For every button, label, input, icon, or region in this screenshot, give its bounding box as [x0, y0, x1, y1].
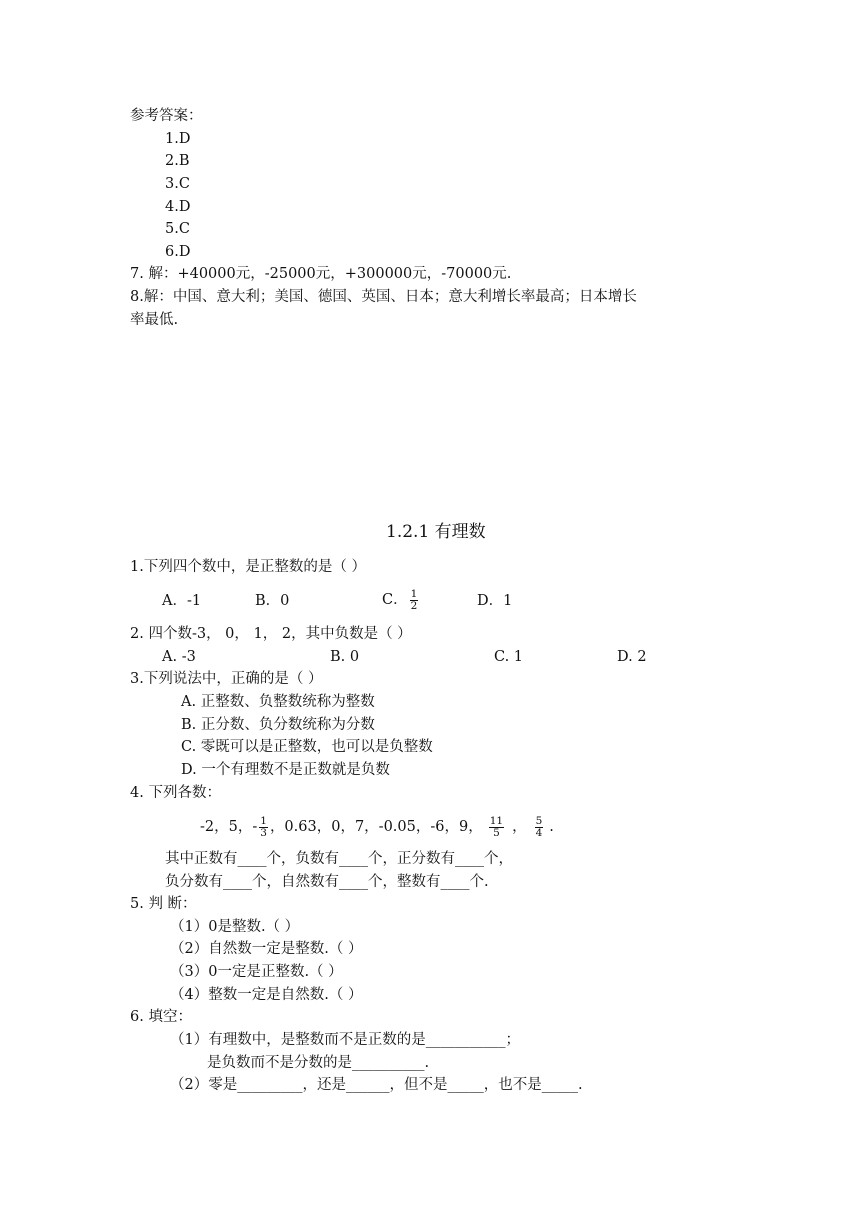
q2-option-b: B. 0 — [330, 649, 360, 665]
q6-stem: 6. 填空： — [130, 1009, 192, 1025]
answer-item: 6.D — [165, 244, 191, 260]
answer-item: 4.D — [165, 199, 191, 215]
answer-item: 5.C — [165, 221, 190, 237]
q4-end: . — [549, 819, 554, 835]
q4-fraction-five-fourths — [535, 816, 544, 839]
q1-option-a: A．-1 — [162, 593, 202, 609]
q3-option-b: B. 正分数、负分数统称为分数 — [181, 717, 375, 733]
answer-q8-line1: 8.解：中国、意大利；美国、德国、英国、日本；意大利增长率最高；日本增长 — [130, 289, 637, 305]
q3-option-a: A. 正整数、负整数统称为整数 — [181, 694, 375, 710]
q1-option-c-fraction — [410, 589, 419, 612]
answer-q8-line2: 率最低. — [130, 312, 179, 328]
section-title: 1.2.1 有理数 — [386, 522, 486, 542]
q2-stem: 2. 四个数-3， 0， 1， 2，其中负数是（ ） — [130, 626, 412, 642]
q4-fraction-one-third — [259, 816, 268, 839]
q6-part1-line2: 是负数而不是分数的是__________. — [207, 1055, 430, 1071]
fraction-numerator: 5 — [535, 814, 543, 827]
q5-stem: 5. 判 断： — [130, 896, 197, 912]
q2-option-d: D. 2 — [617, 649, 647, 665]
q6-part2: （2）零是_________，还是______，但不是_____，也不是_____. — [170, 1077, 583, 1093]
q2-option-c: C. 1 — [494, 649, 524, 665]
q4-separator: ， — [512, 819, 527, 835]
q1-option-d: D．1 — [477, 593, 513, 609]
q5-item: （1）0是整数.（ ） — [170, 919, 300, 935]
q5-item: （3）0一定是正整数.（ ） — [170, 964, 343, 980]
q4-numbers-part2: ，0.63，0，7，-0.05，-6，9， — [269, 819, 483, 835]
q4-number-list — [200, 810, 554, 844]
q3-option-d: D. 一个有理数不是正数就是负数 — [181, 762, 390, 778]
q4-fraction-eleven-fifths — [489, 816, 504, 839]
fraction-denominator: 4 — [535, 826, 543, 839]
answer-item: 1.D — [165, 131, 191, 147]
fraction-denominator: 3 — [260, 826, 267, 839]
q3-stem: 3.下列说法中，正确的是（ ） — [130, 671, 323, 687]
answer-item: 2.B — [165, 153, 190, 169]
q4-fill-line2: 负分数有____个，自然数有____个，整数有____个. — [165, 874, 489, 890]
q1-option-b: B．0 — [255, 593, 290, 609]
q5-item: （2）自然数一定是整数.（ ） — [170, 941, 363, 957]
fraction-denominator: 5 — [493, 826, 500, 839]
q3-option-c: C. 零既可以是正整数，也可以是负整数 — [181, 739, 433, 755]
q4-stem: 4. 下列各数： — [130, 785, 221, 801]
answers-heading: 参考答案： — [130, 108, 203, 124]
fraction-denominator: 2 — [410, 599, 418, 612]
answer-q7: 7. 解：+40000元，-25000元，+300000元，-70000元. — [130, 266, 512, 282]
q4-numbers-part1: -2，5，- — [200, 819, 258, 835]
q1-option-c — [382, 585, 420, 615]
fraction-numerator: 1 — [410, 587, 418, 600]
q5-item: （4）整数一定是自然数.（ ） — [170, 987, 363, 1003]
q4-fill-line1: 其中正数有____个，负数有____个，正分数有____个， — [165, 851, 513, 867]
q6-part1-line1: （1）有理数中，是整数而不是正数的是___________； — [170, 1032, 520, 1048]
fraction-numerator: 11 — [489, 814, 504, 827]
fraction-numerator: 1 — [260, 814, 267, 827]
q1-option-c-prefix: C． — [382, 592, 408, 608]
q2-option-a: A. -3 — [162, 649, 196, 665]
q1-stem: 1.下列四个数中，是正整数的是（ ） — [130, 559, 366, 575]
answer-item: 3.C — [165, 176, 190, 192]
